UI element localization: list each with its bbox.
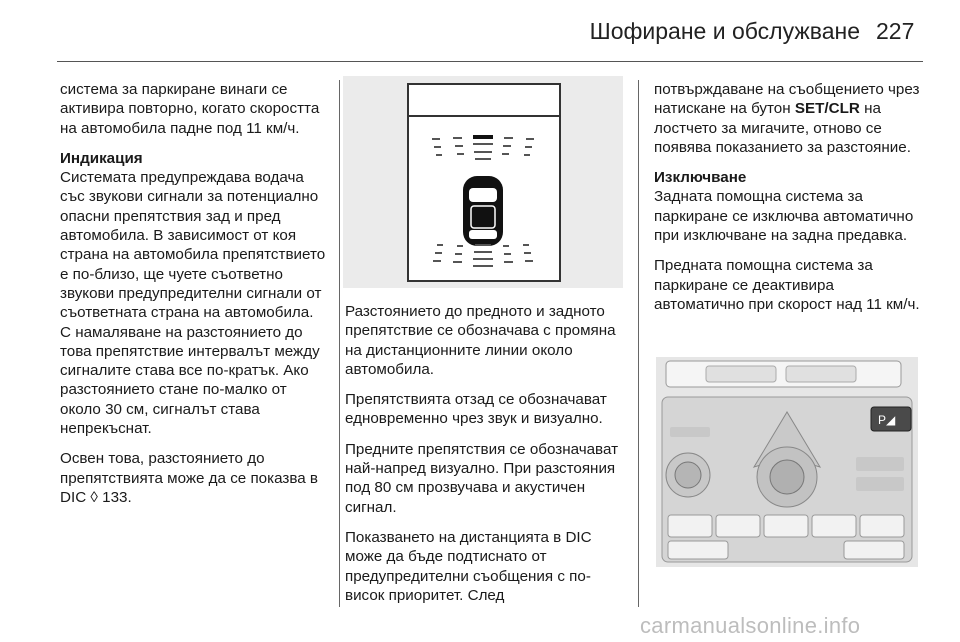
column-divider [638,80,639,607]
column-divider [339,80,340,607]
page-number: 227 [876,18,915,44]
text-column-3 [654,80,924,325]
paragraph-text: на лостчето за мигачите, отново се появява показанието за разстояние. [654,100,911,156]
paragraph-text: Освен това, разстоянието до препятствията може да се показва в DIC [60,450,318,506]
center-console-illustration [656,357,918,567]
parking-assist-button-label: P◢ [878,413,896,427]
paragraph: Системата предупреждава водача със звукови сигнали за потенциално опасни препятствия зад и пред автомобила. В зависимост от коя страна на автомобила препятствието е по-близо, ще чуете съответно звукови предупредителни сигнали от съответната страна на автомобила. С намаляване на разстоянието до това препятствие интервалът между сигналите става все по-кратък. Ако разстоянието стане по-малко от около 30 см, сигналът става непрекъснат. [60,169,326,438]
parking-display-figure [343,76,623,288]
text-column-1 [60,80,328,518]
watermark: carmanualsonline.info [640,613,861,638]
paragraph: система за паркиране винаги се активира повторно, когато скоростта на автомобила падне под 11 км/ч. [60,81,320,137]
page-reference-icon: ◊ [90,488,98,506]
page-title: Шофиране и обслужване [589,18,860,44]
paragraph: Показването на дистанцията в DIC може да бъде подтиснато от предупредителни съобщения с по-висок приоритет. След [345,528,592,604]
paragraph [654,80,924,157]
paragraph: Разстоянието до предното и задното препятствие се обозначава с промяна на дистанционните линии около автомобила. [345,303,616,378]
parking-display-illustration [343,76,623,288]
text-column-2 [345,302,625,616]
paragraph-text: потвърждаване на съобщението чрез натискане на бутон [654,81,920,118]
car-icon [463,176,503,246]
section-heading-switch-off: Изключване [654,169,747,187]
paragraph: Препятствията отзад се обозначават едновременно чрез звук и визуално. [345,391,607,428]
paragraph: Задната помощна система за паркиране се изключва автоматично при изключване на задна предавка. [654,188,914,245]
header-divider [57,61,923,62]
center-console-figure [656,357,918,567]
section-heading-indication: Индикация [60,149,143,167]
set-clr-button-label: SET/CLR [794,100,860,118]
paragraph: Предните препятствия се обозначават най-напред визуално. При разстояния под 80 см прозвучава и акустичен сигнал. [345,440,619,516]
page-reference-link[interactable]: 133. [102,488,132,506]
paragraph [60,449,328,507]
paragraph: Предната помощна система за паркиране се деактивира автоматично при скорост над 11 км/ч. [654,257,920,313]
